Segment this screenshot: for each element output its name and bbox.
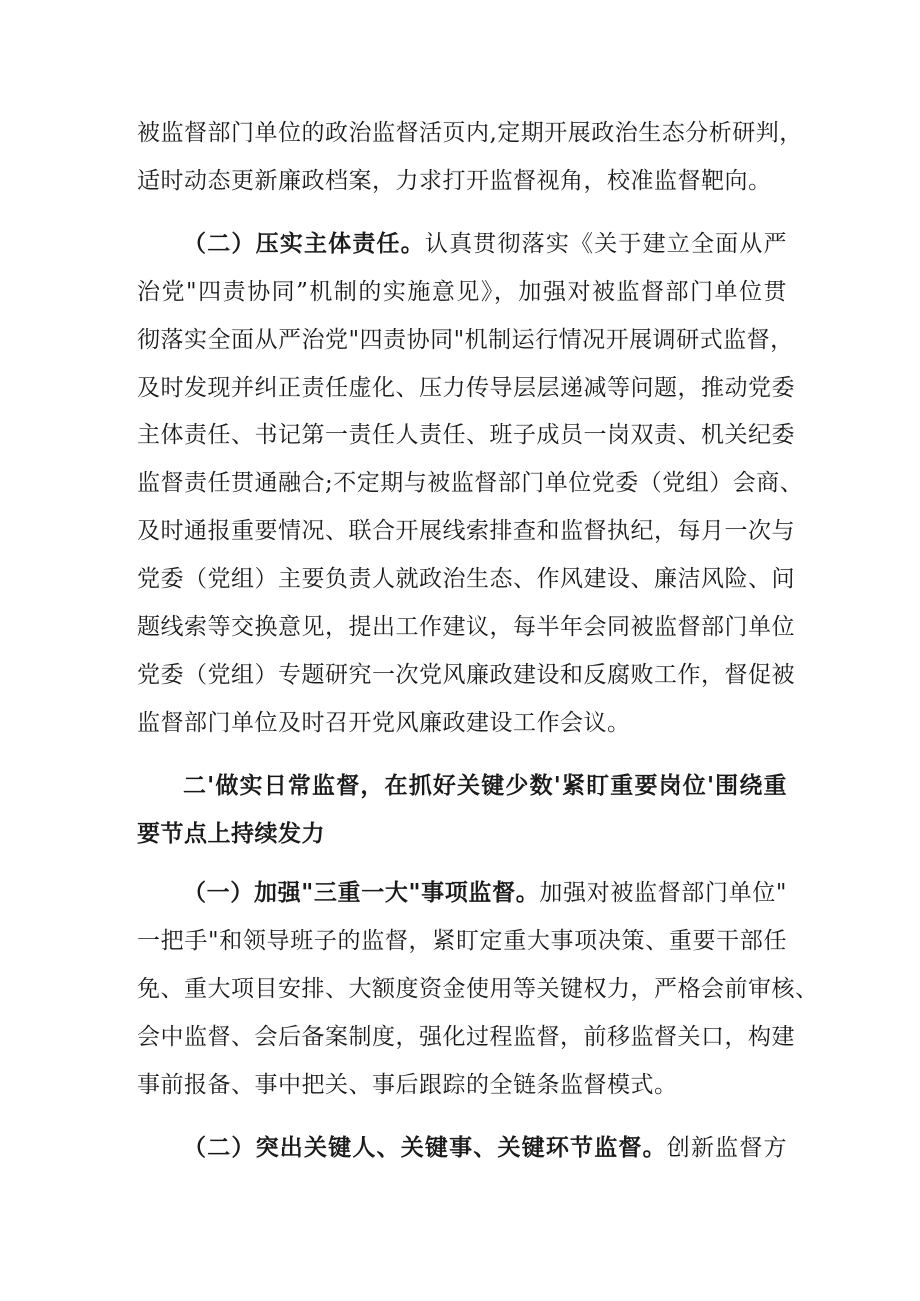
paragraph-line: 及时通报重要情况、联合开展线索排查和监督执纪，每月一次与: [137, 518, 795, 544]
paragraph-first-line: [183, 1133, 787, 1163]
paragraph-text: 认真贯彻落实《关于建立全面从严: [424, 231, 787, 257]
subheading: （二）突出关键人、关键事、关键环节监督。: [183, 1134, 667, 1161]
paragraph-line: 治党"四责协同”机制的实施意见》，加强对被监督部门单位贯: [137, 279, 787, 305]
subheading: （一）加强"三重一大"事项监督。: [183, 879, 540, 906]
paragraph-text: 创新监督方: [666, 1135, 787, 1161]
paragraph-line: 监督部门单位及时召开党风廉政建设工作会议。: [137, 710, 631, 736]
paragraph-line: 彻落实全面从严治党"四责协同"机制运行情况开展调研式监督，: [137, 327, 794, 353]
section-heading: 二'做实日常监督，在抓好关键少数'紧盯重要岗位'围绕重: [183, 772, 787, 799]
paragraph-line: 监督责任贯通融合;不定期与被监督部门单位党委（党组）会商、: [137, 470, 804, 496]
paragraph-first-line: [183, 229, 787, 259]
paragraph-line: 及时发现并纠正责任虚化、压力传导层层递减等问题，推动党委: [137, 375, 795, 401]
paragraph-line: 被监督部门单位的政治监督活页内,定期开展政治生态分析研判，: [137, 120, 803, 146]
paragraph-line: 党委（党组）主要负责人就政治生态、作风建设、廉洁风险、问: [137, 566, 795, 592]
paragraph-line: 适时动态更新廉政档案，力求打开监督视角，校准监督靶向。: [137, 168, 772, 194]
paragraph-text: 加强对被监督部门单位": [539, 880, 787, 906]
paragraph-line: 党委（党组）专题研究一次党风廉政建设和反腐败工作，督促被: [137, 662, 795, 688]
paragraph-line: 免、重大项目安排、大额度资金使用等关键权力，严格会前审核、: [137, 976, 819, 1002]
paragraph-line: 会中监督、会后备案制度，强化过程监督，前移监督关口，构建: [137, 1024, 795, 1050]
paragraph-first-line: [183, 878, 787, 908]
section-heading: 要节点上持续发力: [137, 820, 325, 847]
paragraph-line: 题线索等交换意见，提出工作建议，每半年会同被监督部门单位: [137, 614, 795, 640]
subheading: （二）压实主体责任。: [183, 230, 425, 257]
paragraph-line: 一把手"和领导班子的监督，紧盯定重大事项决策、重要干部任: [137, 928, 787, 954]
paragraph-line: 事前报备、事中把关、事后跟踪的全链条监督模式。: [137, 1072, 678, 1098]
paragraph-line: 主体责任、书记第一责任人责任、班子成员一岗双责、机关纪委: [137, 422, 795, 448]
